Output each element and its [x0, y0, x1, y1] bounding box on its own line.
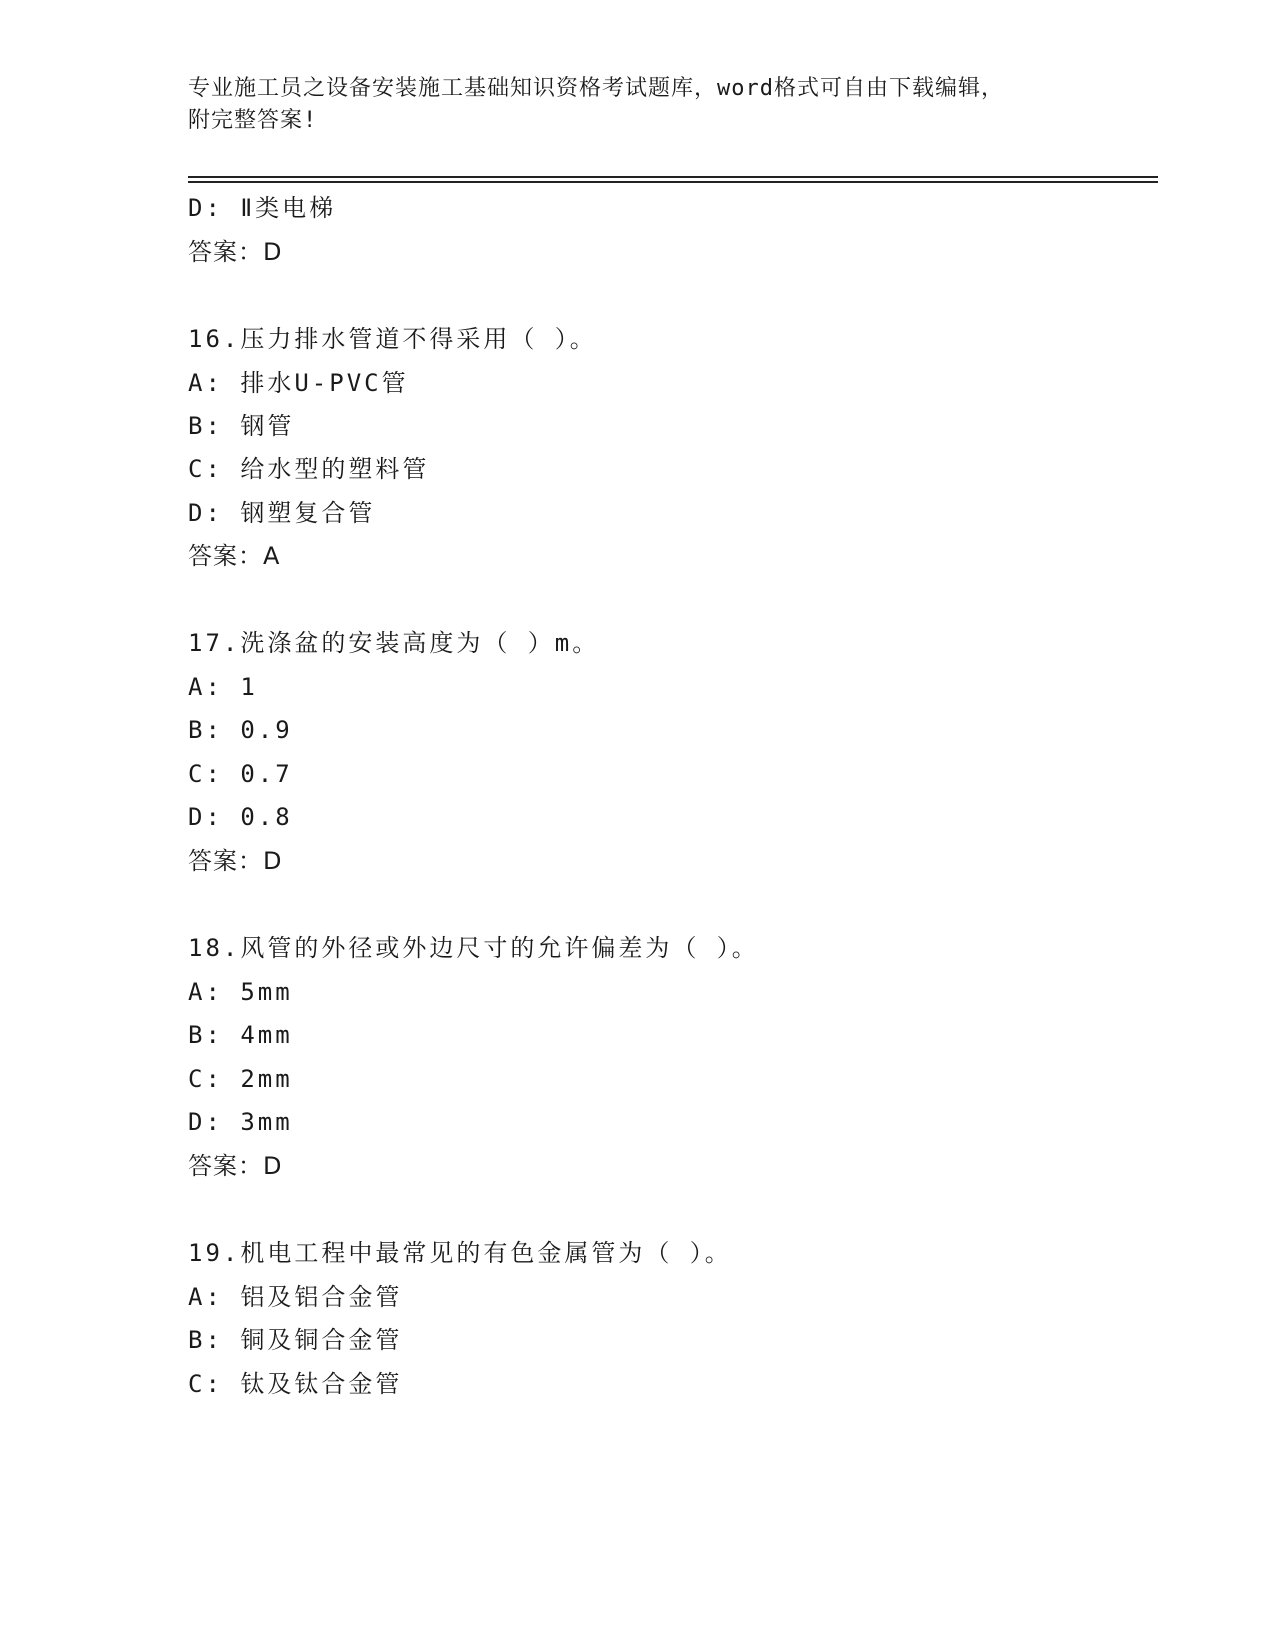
question-16-option-a: A: 排水U-PVC管	[188, 369, 409, 397]
question-17-option-b: B: 0.9	[188, 716, 293, 744]
question-18-option-a: A: 5mm	[188, 978, 293, 1006]
header-divider-bottom	[188, 181, 1158, 183]
question-17-answer: 答案：D	[188, 847, 283, 875]
question-18-option-d: D: 3mm	[188, 1108, 293, 1136]
question-16-option-d: D: 钢塑复合管	[188, 499, 376, 527]
question-17-title: 17.洗涤盆的安装高度为（ ）m。	[188, 629, 600, 657]
question-16-option-b: B: 钢管	[188, 412, 295, 440]
prev-answer: 答案：D	[188, 238, 283, 266]
question-17-option-a: A: 1	[188, 673, 258, 701]
document-header	[188, 73, 1088, 137]
question-16-title: 16.压力排水管道不得采用（ ）。	[188, 325, 597, 353]
question-18-title: 18.风管的外径或外边尺寸的允许偏差为（ ）。	[188, 934, 759, 962]
question-19-option-c: C: 钛及钛合金管	[188, 1370, 403, 1398]
question-18-answer: 答案：D	[188, 1152, 283, 1180]
prev-option-d: D: Ⅱ类电梯	[188, 194, 337, 222]
question-19-title: 19.机电工程中最常见的有色金属管为（ ）。	[188, 1239, 732, 1267]
header-line-2: 附完整答案!	[188, 108, 318, 133]
header-divider-top	[188, 176, 1158, 178]
question-17-option-d: D: 0.8	[188, 803, 293, 831]
header-line-1: 专业施工员之设备安装施工基础知识资格考试题库，word格式可自由下载编辑，	[188, 76, 1004, 101]
question-16-answer: 答案：A	[188, 542, 281, 570]
question-18-option-c: C: 2mm	[188, 1065, 293, 1093]
question-19-option-b: B: 铜及铜合金管	[188, 1326, 403, 1354]
question-17-option-c: C: 0.7	[188, 760, 293, 788]
question-16-option-c: C: 给水型的塑料管	[188, 455, 430, 483]
question-18-option-b: B: 4mm	[188, 1021, 293, 1049]
question-19-option-a: A: 铝及铝合金管	[188, 1283, 403, 1311]
